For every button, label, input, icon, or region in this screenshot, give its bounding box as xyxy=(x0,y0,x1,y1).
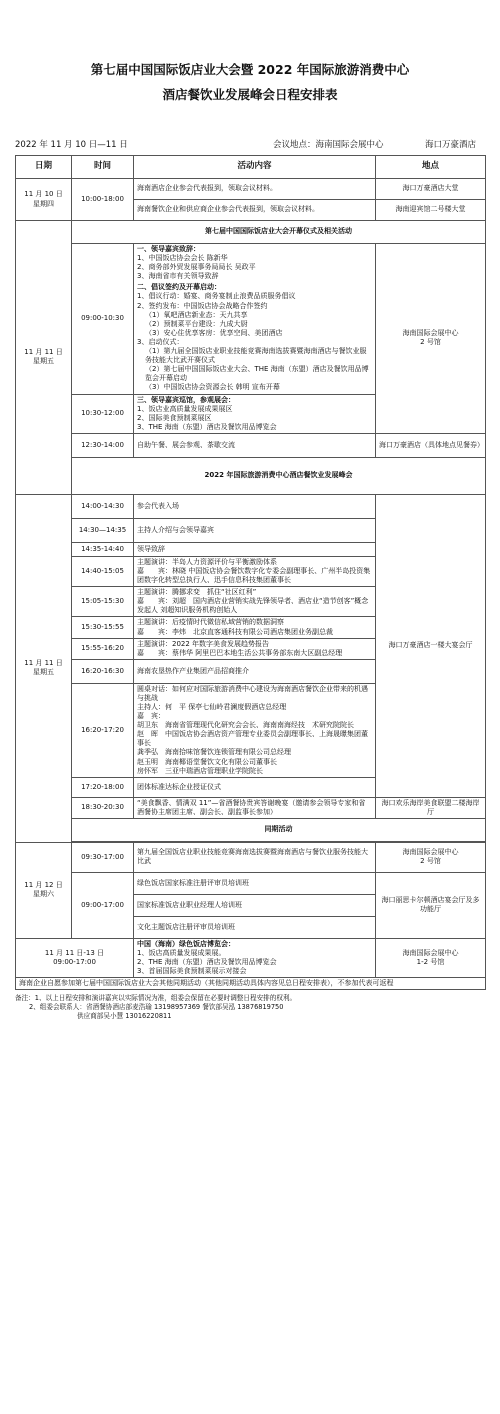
tour-content xyxy=(134,394,376,433)
tour-item: 2、国际美食预制菜展区 xyxy=(137,413,212,422)
tour-item: 1、饭店业高质量发展成果展区 xyxy=(137,404,233,413)
table-row xyxy=(16,842,486,872)
day3-weekday: 星期六 xyxy=(33,890,54,899)
opening-time: 09:00-10:30 xyxy=(72,244,134,395)
footer-line: 2、组委会联系人：省酒餐协酒店部麦浩瑜 13198957369 餐饮部吴泓 13876819750 xyxy=(29,1002,284,1011)
column-header-place: 地点 xyxy=(376,156,486,179)
opening-place-cell xyxy=(376,244,486,434)
table-row xyxy=(16,221,486,244)
opening-part2-item: （2）预制菜平台建设：九成大厨 xyxy=(145,319,248,328)
table-row xyxy=(16,818,486,841)
day2-date: 11 月 11 日 xyxy=(24,348,63,357)
day1-date-cell xyxy=(16,179,72,221)
opening-part2-item: 1、倡议行动：婚宴、商务宴制止浪费品质服务倡议 xyxy=(137,292,296,301)
day3-date: 11 月 12 日 xyxy=(24,881,63,890)
summit-time: 16:20-16:30 xyxy=(72,659,134,683)
day1-weekday: 星期四 xyxy=(33,199,54,208)
document-title-line1: 第七届中国国际饭店业大会暨 2022 年国际旅游消费中心 xyxy=(90,62,410,77)
speech-topic: 主题演讲：后疫情时代微信私域营销的数据洞察 xyxy=(137,618,284,627)
summit-date: 11 月 11 日 xyxy=(24,659,63,668)
opening-part2-item: （3）安心住优享客房：优享空间、美团酒店 xyxy=(145,328,283,337)
expo-date: 11 月 11 日-13 日 xyxy=(44,949,105,958)
summit-time: 14:30—14:35 xyxy=(72,518,134,542)
column-header-time: 时间 xyxy=(72,156,134,179)
summit-date-cell xyxy=(16,494,72,842)
column-header-content: 活动内容 xyxy=(134,156,376,179)
speech-topic: 主题演讲：腾挪求变 抓住“社区红利” xyxy=(137,588,257,597)
day3-content-1: 第九届全国饭店业职业技能竞赛海南选拔赛暨海南酒店与餐饮业服务技能大比武 xyxy=(134,842,376,872)
tour-item: 3、THE 海南（东盟）酒店及餐饮用品博览会 xyxy=(137,422,277,431)
meta-row xyxy=(15,138,485,150)
date-range: 2022 年 11 月 10 日—11 日 xyxy=(15,140,128,150)
day1-place-2: 海南迎宾馆二号楼大堂 xyxy=(376,200,486,221)
venue-secondary: 海口万豪酒店 xyxy=(425,140,477,150)
lunch-time: 12:30-14:00 xyxy=(72,433,134,457)
speech-topic: 主题演讲：2022 年数字美食发展趋势报告 xyxy=(137,639,270,648)
summit-time: 14:00-14:30 xyxy=(72,494,134,518)
opening-part2-item: （2）第七届中国国际饭店业大会、THE 海南（东盟）酒店及餐饮用品博览会开幕启动 xyxy=(145,365,369,383)
summit-content xyxy=(134,638,376,659)
section-heading-opening: 第七届中国国际饭店业大会开幕仪式及相关活动 xyxy=(72,221,486,244)
lunch-place: 海口万豪酒店（具体地点见餐券） xyxy=(376,433,486,457)
opening-part2-item: （1）第九届全国饭店业职业技能竞赛海南选拔赛暨海南酒店与餐饮业服务技能大比武开赛仪式 xyxy=(145,347,367,365)
lunch-content: 自助午餐、展会参观、茶歇交流 xyxy=(134,433,376,457)
table-row xyxy=(16,244,486,395)
day3-time-2: 09:00-17:00 xyxy=(72,872,134,938)
expo-place-hall: 1-2 号馆 xyxy=(416,958,445,967)
summit-content: 海南农垦热作产业集团产品招商推介 xyxy=(134,659,376,683)
roundtable-host: 主持人：何 平 保亭七仙岭君澜度假酒店总经理 xyxy=(137,703,287,711)
training-item: 绿色饭店国家标准注册评审员培训班 xyxy=(134,872,376,894)
summit-time: 17:20-18:00 xyxy=(72,777,134,797)
roundtable-guest: 房怀军 三亚中瑞酒店管理职业学院院长 xyxy=(137,766,263,775)
expo-item: 2、THE 海南（东盟）酒店及餐饮用品博览会 xyxy=(137,958,277,967)
summit-weekday: 星期五 xyxy=(33,668,54,677)
section-heading-summit: 2022 年国际旅游消费中心酒店餐饮业发展峰会 xyxy=(72,457,486,494)
expo-place: 海南国际会展中心 xyxy=(402,949,459,958)
expo-content xyxy=(134,938,376,977)
table-header-row xyxy=(16,156,486,179)
opening-part2-item: 2、签约发布：中国饭店协会战略合作签约 xyxy=(137,301,268,310)
table-row xyxy=(16,938,486,977)
opening-part2-item: （3）中国饭店协会资源会长 韩明 宣布开幕 xyxy=(145,383,280,392)
summit-time: 15:05-15:30 xyxy=(72,587,134,617)
summit-content: 主持人介绍与会领导嘉宾 xyxy=(134,518,376,542)
tour-time: 10:30-12:00 xyxy=(72,394,134,433)
table-row xyxy=(16,433,486,457)
day3-place-2: 海口丽思卡尔顿酒店宴会厅及多功能厅 xyxy=(376,872,486,938)
day2-date-cell xyxy=(16,221,72,495)
roundtable-guest: 赵 晖 中国饭店协会酒店资产管理专业委员会副理事长、上海晟暻集团董事长 xyxy=(137,730,368,748)
summit-content: 参会代表入场 xyxy=(134,494,376,518)
day3-place-1-cell xyxy=(376,842,486,872)
roundtable-guest: 赵玉明 海南椰语堂餐饮文化有限公司董事长 xyxy=(137,757,277,766)
column-header-date: 日期 xyxy=(16,156,72,179)
training-item: 国家标准饭店业职业经理人培训班 xyxy=(134,894,376,916)
opening-part1-item: 2、商务部外贸发展事务局局长 吴政平 xyxy=(137,263,256,272)
opening-part1-title: 一、领导嘉宾致辞： xyxy=(137,245,200,253)
summit-time: 14:40-15:05 xyxy=(72,556,134,586)
summit-place: 海口万豪酒店一楼大宴会厅 xyxy=(376,494,486,797)
summit-content xyxy=(134,556,376,586)
tour-title: 三、领导嘉宾巡馆，参观展会： xyxy=(137,395,235,404)
roundtable-guests-label: 嘉 宾： xyxy=(137,712,165,721)
day3-place-1-hall: 2 号馆 xyxy=(420,857,441,866)
footer-line: 备注：1、以上日程安排和演讲嘉宾以实际情况为准，组委会保留在必要时调整日程安排的权利。 xyxy=(15,994,297,1002)
banquet-content: “美食飘香、情满双 11”—省酒餐协贵宾答谢晚宴（邀请参会领导专家和省酒餐协主席团主席、副会长、副监事长参加） xyxy=(134,797,376,818)
document-title-line2: 酒店餐饮业发展峰会日程安排表 xyxy=(162,87,338,102)
opening-part2-item: 3、启动仪式： xyxy=(137,337,184,346)
attendance-note: 海南企业自愿参加第七届中国国际饭店业大会其他同期活动（其他同期活动具体内容见总日程安排表），不参加代表可返程 xyxy=(16,978,486,990)
roundtable-content xyxy=(134,683,376,777)
speech-guest: 嘉 宾：林晓 中国饭店协会餐饮数字化专委会副理事长、广州半岛投资集团数字化转型总执行人、迅手信息科技集团董事长 xyxy=(137,566,371,585)
speech-guest: 嘉 宾：蔡伟华 阿里巴巴本地生活公共事务部东南大区副总经理 xyxy=(137,648,343,657)
roundtable-topic: 圆桌对话：如何应对国际旅游消费中心建设为海南酒店餐饮企业带来的机遇与挑战 xyxy=(137,684,368,702)
summit-time: 16:20-17:20 xyxy=(72,683,134,777)
table-row xyxy=(16,797,486,818)
expo-date-cell xyxy=(16,938,134,977)
table-row xyxy=(16,872,486,894)
summit-time: 14:35-14:40 xyxy=(72,542,134,556)
opening-part1-item: 1、中国饭店协会会长 陈新华 xyxy=(137,254,228,263)
section-heading-parallel: 同期活动 xyxy=(72,818,486,841)
expo-item: 1、饭店高质量发展成果展。 xyxy=(137,949,226,958)
speech-guest: 嘉 宾：刘超 国内酒店业营销实战先锋领导者、酒店业“造节创客”概念发起人 刘超知识服务机构创始人 xyxy=(137,597,369,615)
day1-content-2: 海南餐饮企业和供应商企业参会代表报到，领取会议材料。 xyxy=(134,200,376,221)
day3-place-1: 海南国际会展中心 xyxy=(402,848,459,857)
day3-date-cell xyxy=(16,842,72,938)
summit-content xyxy=(134,587,376,617)
summit-time: 18:30-20:30 xyxy=(72,797,134,818)
banquet-place: 海口欢乐海岸美食联盟二楼海岸厅 xyxy=(376,797,486,818)
table-row xyxy=(16,457,486,494)
opening-place: 海南国际会展中心 xyxy=(402,329,459,338)
day3-time-1: 09:30-17:00 xyxy=(72,842,134,872)
expo-place-cell xyxy=(376,938,486,977)
expo-item: 3、首届国际美食预制菜展示对接会 xyxy=(137,967,247,976)
day1-date: 11 月 10 日 xyxy=(24,190,63,199)
expo-time: 09:00-17:00 xyxy=(53,958,96,967)
roundtable-guest: 龚季弘 海南拾味馆餐饮连锁管理有限公司总经理 xyxy=(137,748,291,757)
table-row xyxy=(16,494,486,518)
opening-part2-item: （1）氧吧酒店新业态：天九共享 xyxy=(145,310,248,319)
training-item: 文化主题饭店注册评审员培训班 xyxy=(134,916,376,938)
footer-notes xyxy=(15,994,485,1021)
day1-time: 10:00-18:00 xyxy=(72,179,134,221)
opening-content xyxy=(134,244,376,395)
schedule-table xyxy=(15,155,486,990)
opening-part2-title: 二、倡议签约及开幕启动： xyxy=(137,283,221,292)
day1-content-1: 海南酒店企业参会代表报到，领取会议材料。 xyxy=(134,179,376,200)
venue-label: 会议地点：海南国际会展中心 xyxy=(273,140,384,150)
day1-place-1: 海口万豪酒店大堂 xyxy=(376,179,486,200)
summit-time: 15:30-15:55 xyxy=(72,617,134,638)
day2-weekday: 星期五 xyxy=(33,357,54,366)
expo-title: 中国（海南）绿色饭店博览会： xyxy=(137,939,235,948)
summit-content xyxy=(134,617,376,638)
opening-place-hall: 2 号馆 xyxy=(420,338,441,347)
speech-guest: 嘉 宾：李炜 北京直客通科技有限公司酒店集团业务副总裁 xyxy=(137,627,333,636)
footer-line: 供应商部吴小慧 13016220811 xyxy=(77,1011,172,1020)
opening-part1-item: 3、海南省市有关领导致辞 xyxy=(137,272,219,281)
roundtable-guest: 胡卫东 海南省管理现代化研究会会长、海南南海经技 术研究院院长 xyxy=(137,721,354,730)
table-row xyxy=(16,978,486,990)
summit-content: 领导致辞 xyxy=(134,542,376,556)
summit-content: 团体标准达标企业授证仪式 xyxy=(134,777,376,797)
speech-topic: 主题演讲：半岛人力资源评价与平衡激励体系 xyxy=(137,557,277,566)
table-row xyxy=(16,179,486,200)
summit-time: 15:55-16:20 xyxy=(72,638,134,659)
